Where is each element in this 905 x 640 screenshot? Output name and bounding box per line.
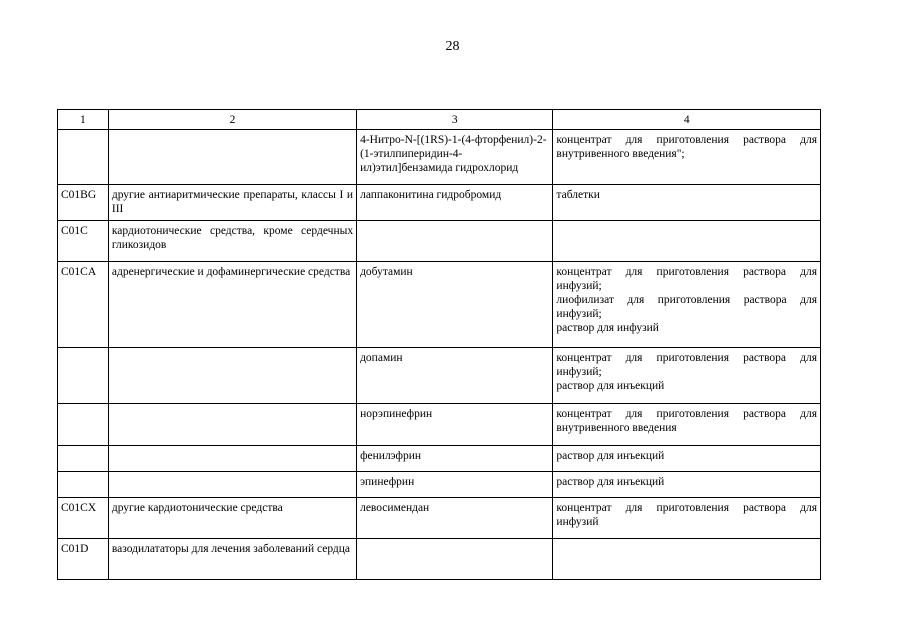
table-row [58,221,821,262]
dosage-forms-cell [553,404,821,446]
atc-code-cell [58,472,109,498]
substance-cell [357,539,553,580]
table-row [58,185,821,221]
dosage-form-line: концентрат для приготовления раствора для внутривенного введения [556,408,817,434]
header-col-2: 2 [108,110,356,130]
substance-cell [357,221,553,262]
substance-cell: добутамин [357,262,553,348]
substance-cell: норэпинефрин [357,404,553,446]
table-row [58,404,821,446]
table-row [58,130,821,185]
table-row [58,472,821,498]
dosage-forms-cell [553,185,821,221]
dosage-forms-cell [553,348,821,404]
dosage-forms-cell [553,262,821,348]
dosage-form-line: таблетки [556,189,600,201]
group-name-cell [108,446,356,472]
atc-code-cell: C01BG [58,185,109,221]
atc-code-cell: C01C [58,221,109,262]
group-name-cell [108,130,356,185]
group-name-cell: вазодилататоры для лечения заболеваний сердца [108,539,356,580]
atc-code-cell [58,446,109,472]
atc-code-cell [58,348,109,404]
table-row [58,539,821,580]
group-name-cell: адренергические и дофаминергические средства [108,262,356,348]
group-name-cell [108,472,356,498]
substance-cell: допамин [357,348,553,404]
header-col-3: 3 [357,110,553,130]
dosage-form-line: раствор для инъекций [556,380,665,392]
page-number: 28 [445,39,460,54]
group-name-cell: другие кардиотонические средства [108,498,356,539]
substance-cell: лаппаконитина гидробромид [357,185,553,221]
substance-cell: 4-Нитро-N-[(1RS)-1-(4-фторфенил)-2-(1-этилпиперидин-4-ил)этил]бензамида гидрохлорид [357,130,553,185]
atc-code-cell [58,404,109,446]
dosage-form-line: концентрат для приготовления раствора для инфузий [556,502,817,528]
atc-code-cell: C01D [58,539,109,580]
group-name-cell: другие антиаритмические препараты, классы I и III [108,185,356,221]
group-name-cell: кардиотонические средства, кроме сердечных гликозидов [108,221,356,262]
atc-code-cell: C01CA [58,262,109,348]
table-row [58,348,821,404]
dosage-form-line: раствор для инъекций [556,450,665,462]
header-col-4: 4 [553,110,821,130]
substance-cell: левосимендан [357,498,553,539]
substance-cell: фенилэфрин [357,446,553,472]
atc-code-cell: C01CX [58,498,109,539]
substance-cell: эпинефрин [357,472,553,498]
group-name-cell [108,348,356,404]
dosage-forms-cell [553,472,821,498]
dosage-form-line: концентрат для приготовления раствора для инфузий; [556,352,817,378]
dosage-forms-cell [553,221,821,262]
dosage-forms-cell [553,446,821,472]
table-row [58,262,821,348]
table-header-row [58,110,821,130]
dosage-form-line: концентрат для приготовления раствора для внутривенного введения"; [556,134,817,160]
dosage-form-line: раствор для инфузий [556,322,659,334]
drug-classification-table [57,109,821,580]
dosage-forms-cell [553,130,821,185]
header-col-1: 1 [58,110,109,130]
group-name-cell [108,404,356,446]
dosage-form-line: лиофилизат для приготовления раствора для инфузий; [556,294,817,320]
table-row [58,498,821,539]
atc-code-cell [58,130,109,185]
dosage-form-line: концентрат для приготовления раствора для инфузий; [556,266,817,292]
table-row [58,446,821,472]
dosage-forms-cell [553,539,821,580]
dosage-forms-cell [553,498,821,539]
dosage-form-line: раствор для инъекций [556,476,665,488]
